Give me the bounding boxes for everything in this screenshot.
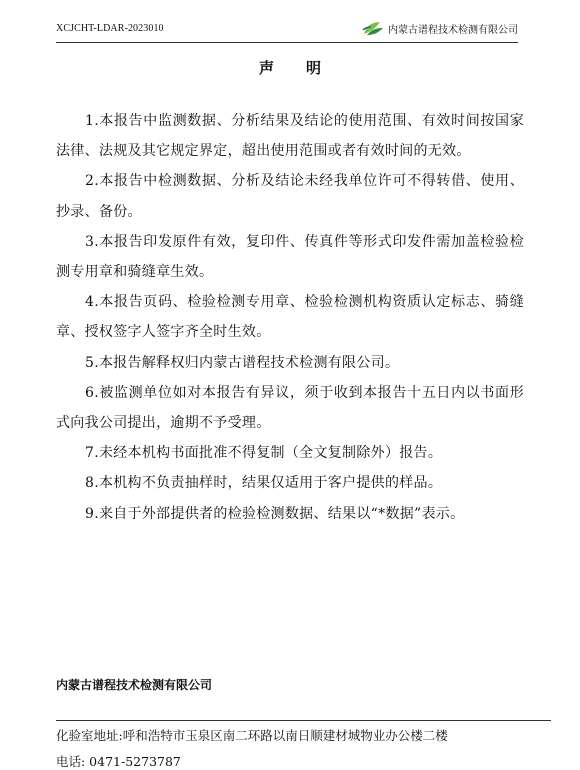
- clause-9: 9.来自于外部提供者的检验检测数据、结果以“*数据”表示。: [85, 505, 465, 522]
- title-char-1: 声: [258, 59, 274, 77]
- page-title: [0, 57, 580, 78]
- title-char-2: 明: [306, 59, 322, 77]
- clause-6: 6.被监测单位如对本报告有异议，须于收到本报告十五日内以书面形式向我公司提出，逾期不予受理。: [56, 384, 524, 432]
- footer-address: 化验室地址:呼和浩特市玉泉区南二环路以南日顺建材城物业办公楼二楼: [56, 728, 448, 743]
- header-company-name: 内蒙古谱程技术检测有限公司: [388, 24, 518, 36]
- clause-7: 7.未经本机构书面批准不得复制（全文复制除外）报告。: [85, 445, 443, 462]
- header-brand: [362, 20, 518, 36]
- clause-3: 3.本报告印发原件有效，复印件、传真件等形式印发件需加盖检验检测专用章和骑缝章生效。: [56, 233, 524, 281]
- clause-8: 8.本机构不负责抽样时，结果仅适用于客户提供的样品。: [85, 475, 443, 492]
- leaf-logo-icon: [362, 20, 384, 36]
- declaration-clauses: [56, 106, 524, 529]
- company-name: 内蒙古谱程技术检测有限公司: [56, 678, 213, 692]
- clause-5: 5.本报告解释权归内蒙古谱程技术检测有限公司。: [85, 354, 400, 371]
- page-header: [56, 14, 518, 43]
- footer-divider: [56, 720, 551, 721]
- footer-phone: 电话: 0471-5273787: [56, 754, 181, 769]
- clause-2: 2.本报告中检测数据、分析及结论未经我单位许可不得转借、使用、抄录、备份。: [56, 173, 524, 220]
- clause-4: 4.本报告页码、检验检测专用章、检验检测机构资质认定标志、骑缝章、授权签字人签字齐全时生效。: [56, 294, 524, 341]
- clause-1: 1.本报告中监测数据、分析结果及结论的使用范围、有效时间按国家法律、法规及其它规定界定，超出使用范围或者有效时间的无效。: [56, 113, 524, 160]
- document-code: XCJCHT-LDAR-2023010: [56, 22, 164, 34]
